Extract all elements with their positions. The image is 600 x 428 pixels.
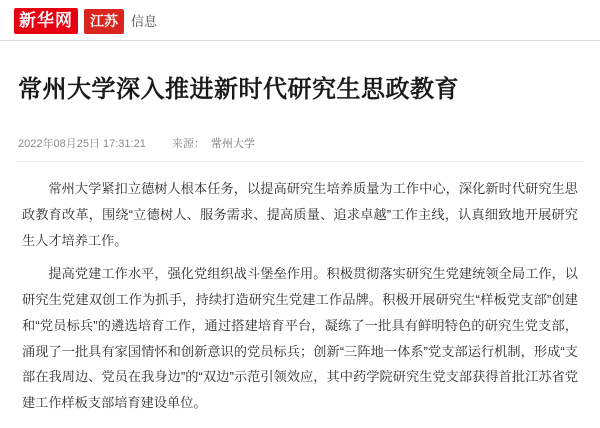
channel-label[interactable]: 信息 bbox=[131, 13, 158, 29]
region-badge-jiangsu[interactable]: 江苏 bbox=[84, 9, 124, 34]
header-divider bbox=[0, 40, 600, 41]
source-value: 常州大学 bbox=[210, 138, 255, 151]
article-body bbox=[0, 162, 600, 416]
article-paragraph: 提高党建工作水平，强化党组织战斗堡垒作用。积极贯彻落实研究生党建统领全局工作，以研究生党建双创工作为抓手，持续打造研究生党建工作品牌。积极开展研究生“样板党支部”创建和“党员标兵”的遴选培育工作，通过搭建培育平台，凝练了一批具有鲜明特色的研究生党支部，涌现了一批具有家国情怀和创新意识的党员标兵；创新“三阵地一体系”党支部运行机制，形成“支部在我周边、党员在我身边”的“双边”示范引领效应，其中药学院研究生党支部获得首批江苏省党建工作样板支部培育建设单位。 bbox=[22, 266, 578, 411]
article-paragraph: 常州大学紧扣立德树人根本任务，以提高研究生培养质量为工作中心，深化新时代研究生思政教育改革，围绕“立德树人、服务需求、提高质量、追求卓越”工作主线，认真细致地开展研究生人才培养工作。 bbox=[22, 181, 578, 248]
publish-datetime: 2022年08月25日 17:31:21 bbox=[18, 138, 146, 151]
source-label: 来源： bbox=[171, 138, 205, 151]
site-header bbox=[0, 0, 600, 40]
page-title: 常州大学深入推进新时代研究生思政教育 bbox=[18, 76, 459, 104]
xinhua-logo[interactable]: 新华网 bbox=[14, 8, 78, 34]
article-meta bbox=[0, 121, 600, 161]
